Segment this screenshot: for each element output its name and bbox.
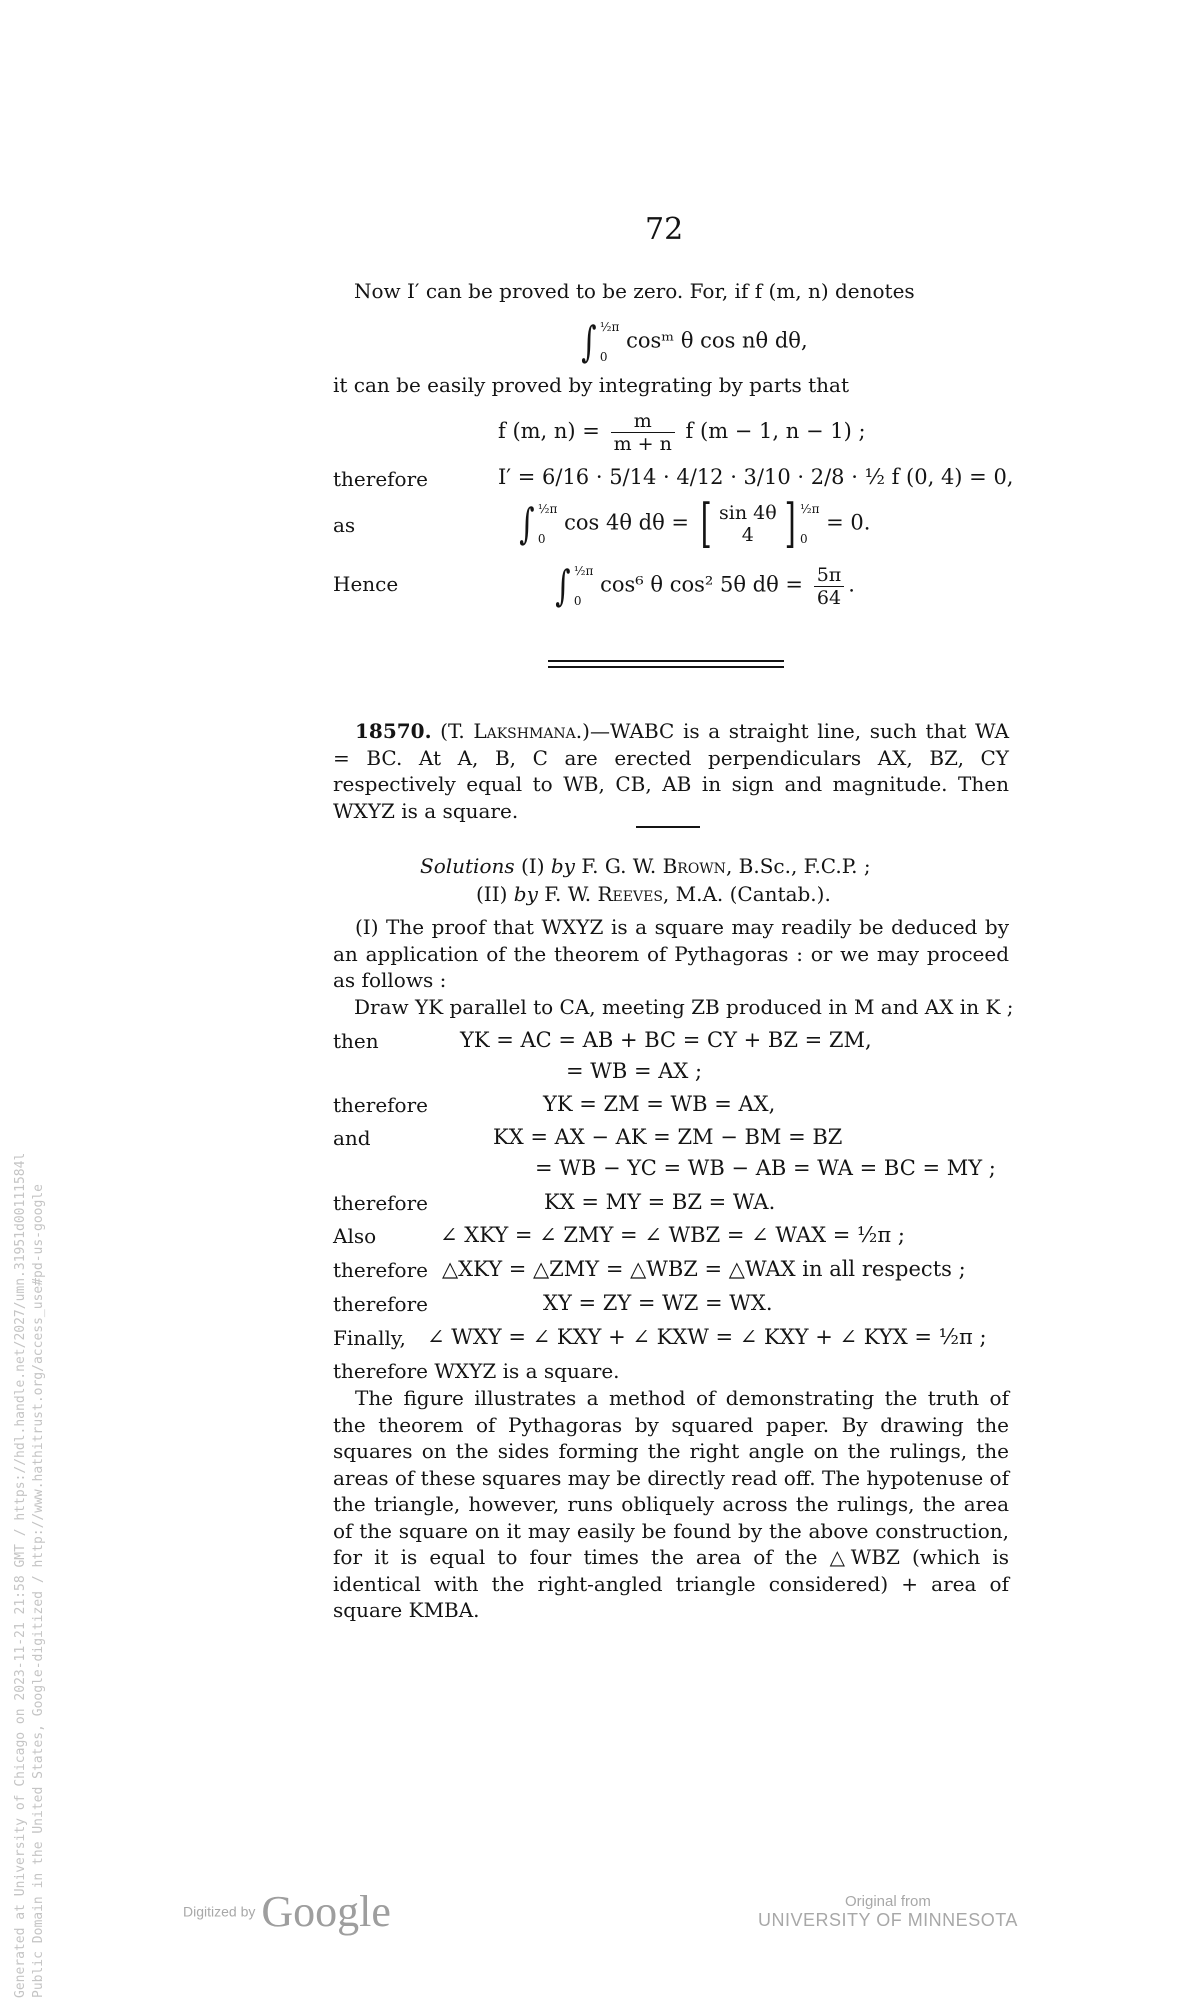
- problem-statement: 18570. (T. Lakshmana.)—WABC is a straight line, such that WA = BC. At A, B, C are erected perpendiculars AX, BZ, CY respectively equal to WB, CB, AB in sign and magnitude. Then WXYZ is a square.: [333, 719, 1010, 823]
- recurrence-rhs: f (m − 1, n − 1) ;: [685, 419, 866, 443]
- proof-row-expr: XY = ZY = WZ = WX.: [543, 1291, 773, 1315]
- integral-definition: [578, 312, 808, 372]
- recurrence-lhs: f (m, n) =: [498, 419, 600, 443]
- hence-fraction: $\frac{5\pi}{64}$: [814, 564, 845, 609]
- problem-text: WABC is a straight line, such that WA = BC. At A, B, C are erected perpendiculars AX, BZ, CY respectively equal to WB, CB, AB in sign and magnitude. Then WXYZ is a square.: [333, 719, 1010, 823]
- as-integrand: cos 4θ dθ =: [564, 510, 690, 535]
- proof-row-expr: KX = AX − AK = ZM − BM = BZ: [493, 1125, 843, 1149]
- proof-row-expr: YK = ZM = WB = AX,: [543, 1092, 776, 1116]
- proof-row-expr: = WB − YC = WB − AB = WA = BC = MY ;: [535, 1156, 996, 1180]
- lower-limit: 0: [599, 350, 608, 364]
- digitized-by-google-badge: Digitized by Google: [183, 1887, 391, 1936]
- separator-rule-top: [548, 660, 784, 662]
- proof-row-label: Also: [333, 1224, 377, 1248]
- integration-by-parts-line: it can be easily proved by integrating by parts that: [333, 373, 849, 397]
- as-result: = 0.: [826, 510, 871, 535]
- proof-intro: (I) The proof that WXYZ is a square may readily be deduced by an application of the theorem of Pythagoras : or we may proceed as follows :: [333, 915, 1009, 992]
- recurrence-equation: [498, 410, 866, 455]
- proof-row-expr: △XKY = △ZMY = △WBZ = △WAX in all respects ;: [442, 1257, 966, 1281]
- right-bracket-icon: ]: [784, 494, 796, 554]
- hence-equation: ∫ ½π 0 cos⁶ θ cos² 5θ dθ = $\frac{5\pi}{64}$ .: [555, 561, 855, 610]
- problem-number: 18570.: [355, 719, 432, 743]
- proof-row-expr: = WB = AX ;: [566, 1059, 703, 1083]
- proof-row-label: therefore: [333, 1191, 428, 1215]
- solutions-line-2: (II) by F. W. Reeves, M.A. (Cantab.).: [476, 882, 831, 906]
- label-hence: Hence: [333, 572, 399, 596]
- proof-row-label: Finally,: [333, 1326, 406, 1350]
- as-bracket-fraction: sin 4θ 4: [719, 502, 777, 546]
- draw-instruction: Draw YK parallel to CA, meeting ZB produced in M and AX in K ;: [354, 995, 1014, 1019]
- proof-row-label: and: [333, 1126, 371, 1150]
- integrand: cosᵐ θ cos nθ dθ,: [626, 328, 808, 353]
- label-as: as: [333, 513, 356, 537]
- i-prime-equation: I′ = 6/16 · 5/14 · 4/12 · 3/10 · 2/8 · ½ f (0, 4) = 0,: [498, 465, 1014, 489]
- proof-row-label: therefore: [333, 1258, 428, 1282]
- proof-row-expr: YK = AC = AB + BC = CY + BZ = ZM,: [460, 1028, 872, 1052]
- hence-integrand: cos⁶ θ cos² 5θ dθ =: [600, 572, 804, 597]
- integral-sign-icon: ∫: [581, 317, 597, 366]
- separator-rule-bottom: [548, 666, 784, 668]
- proof-row-expr: ∠ XKY = ∠ ZMY = ∠ WBZ = ∠ WAX = ½π ;: [440, 1223, 905, 1247]
- proof-row-label: therefore: [333, 1093, 428, 1117]
- problem-author: Lakshmana: [473, 719, 576, 743]
- proof-row-label: then: [333, 1029, 379, 1053]
- figure-paragraph: The figure illustrates a method of demonstrating the truth of the theorem of Pythagoras by squared paper. By drawing the squares on the sides forming the right angle on the rulings, the areas of these squares may be directly read off. The hypotenuse of the triangle, however, runs obliquely across the rulings, the area of the square on it may easily be found by the above construction, for it is equal to four times the area of the △WBZ (which is identical with the right-angled triangle considered) + area of square KMBA.: [333, 1386, 1009, 1622]
- page-number: 72: [645, 212, 684, 247]
- integral-sign-icon: ∫: [519, 499, 535, 548]
- intro-line: Now I′ can be proved to be zero. For, if f (m, n) denotes: [354, 279, 915, 303]
- integral-sign-icon: ∫: [555, 561, 571, 610]
- left-bracket-icon: [: [700, 494, 712, 554]
- upper-limit: ½π: [599, 320, 620, 334]
- short-rule: [636, 826, 700, 828]
- google-logo: Google: [261, 1887, 391, 1936]
- original-from-badge: Original from UNIVERSITY OF MINNESOTA: [758, 1893, 1018, 1930]
- proof-row-expr: ∠ WXY = ∠ KXY + ∠ KXW = ∠ KXY + ∠ KYX = ½π ;: [427, 1325, 987, 1349]
- proof-row-expr: KX = MY = BZ = WA.: [544, 1190, 776, 1214]
- as-equation: ∫ ½π 0 cos 4θ dθ = [ sin 4θ 4 ] ½π 0 = 0.: [519, 494, 871, 554]
- proof-row-label: therefore: [333, 1292, 428, 1316]
- hathitrust-margin-note: Generated at University of Chicago on 2023-11-21 21:58 GMT / https://hdl.handle.net/2027/umn.31951d00111584l Public Domain in the United States, Google-digitized / http://www.hathitrust.org/access_use#pd-us-google: [13, 1152, 46, 1998]
- recurrence-fraction: $\frac{m}{m + n}$: [611, 410, 675, 455]
- solutions-line-1: Solutions (I) by F. G. W. Brown, B.Sc., F.C.P. ;: [420, 854, 871, 878]
- label-therefore-top: therefore: [333, 467, 428, 491]
- proof-conclusion: therefore WXYZ is a square.: [333, 1359, 620, 1383]
